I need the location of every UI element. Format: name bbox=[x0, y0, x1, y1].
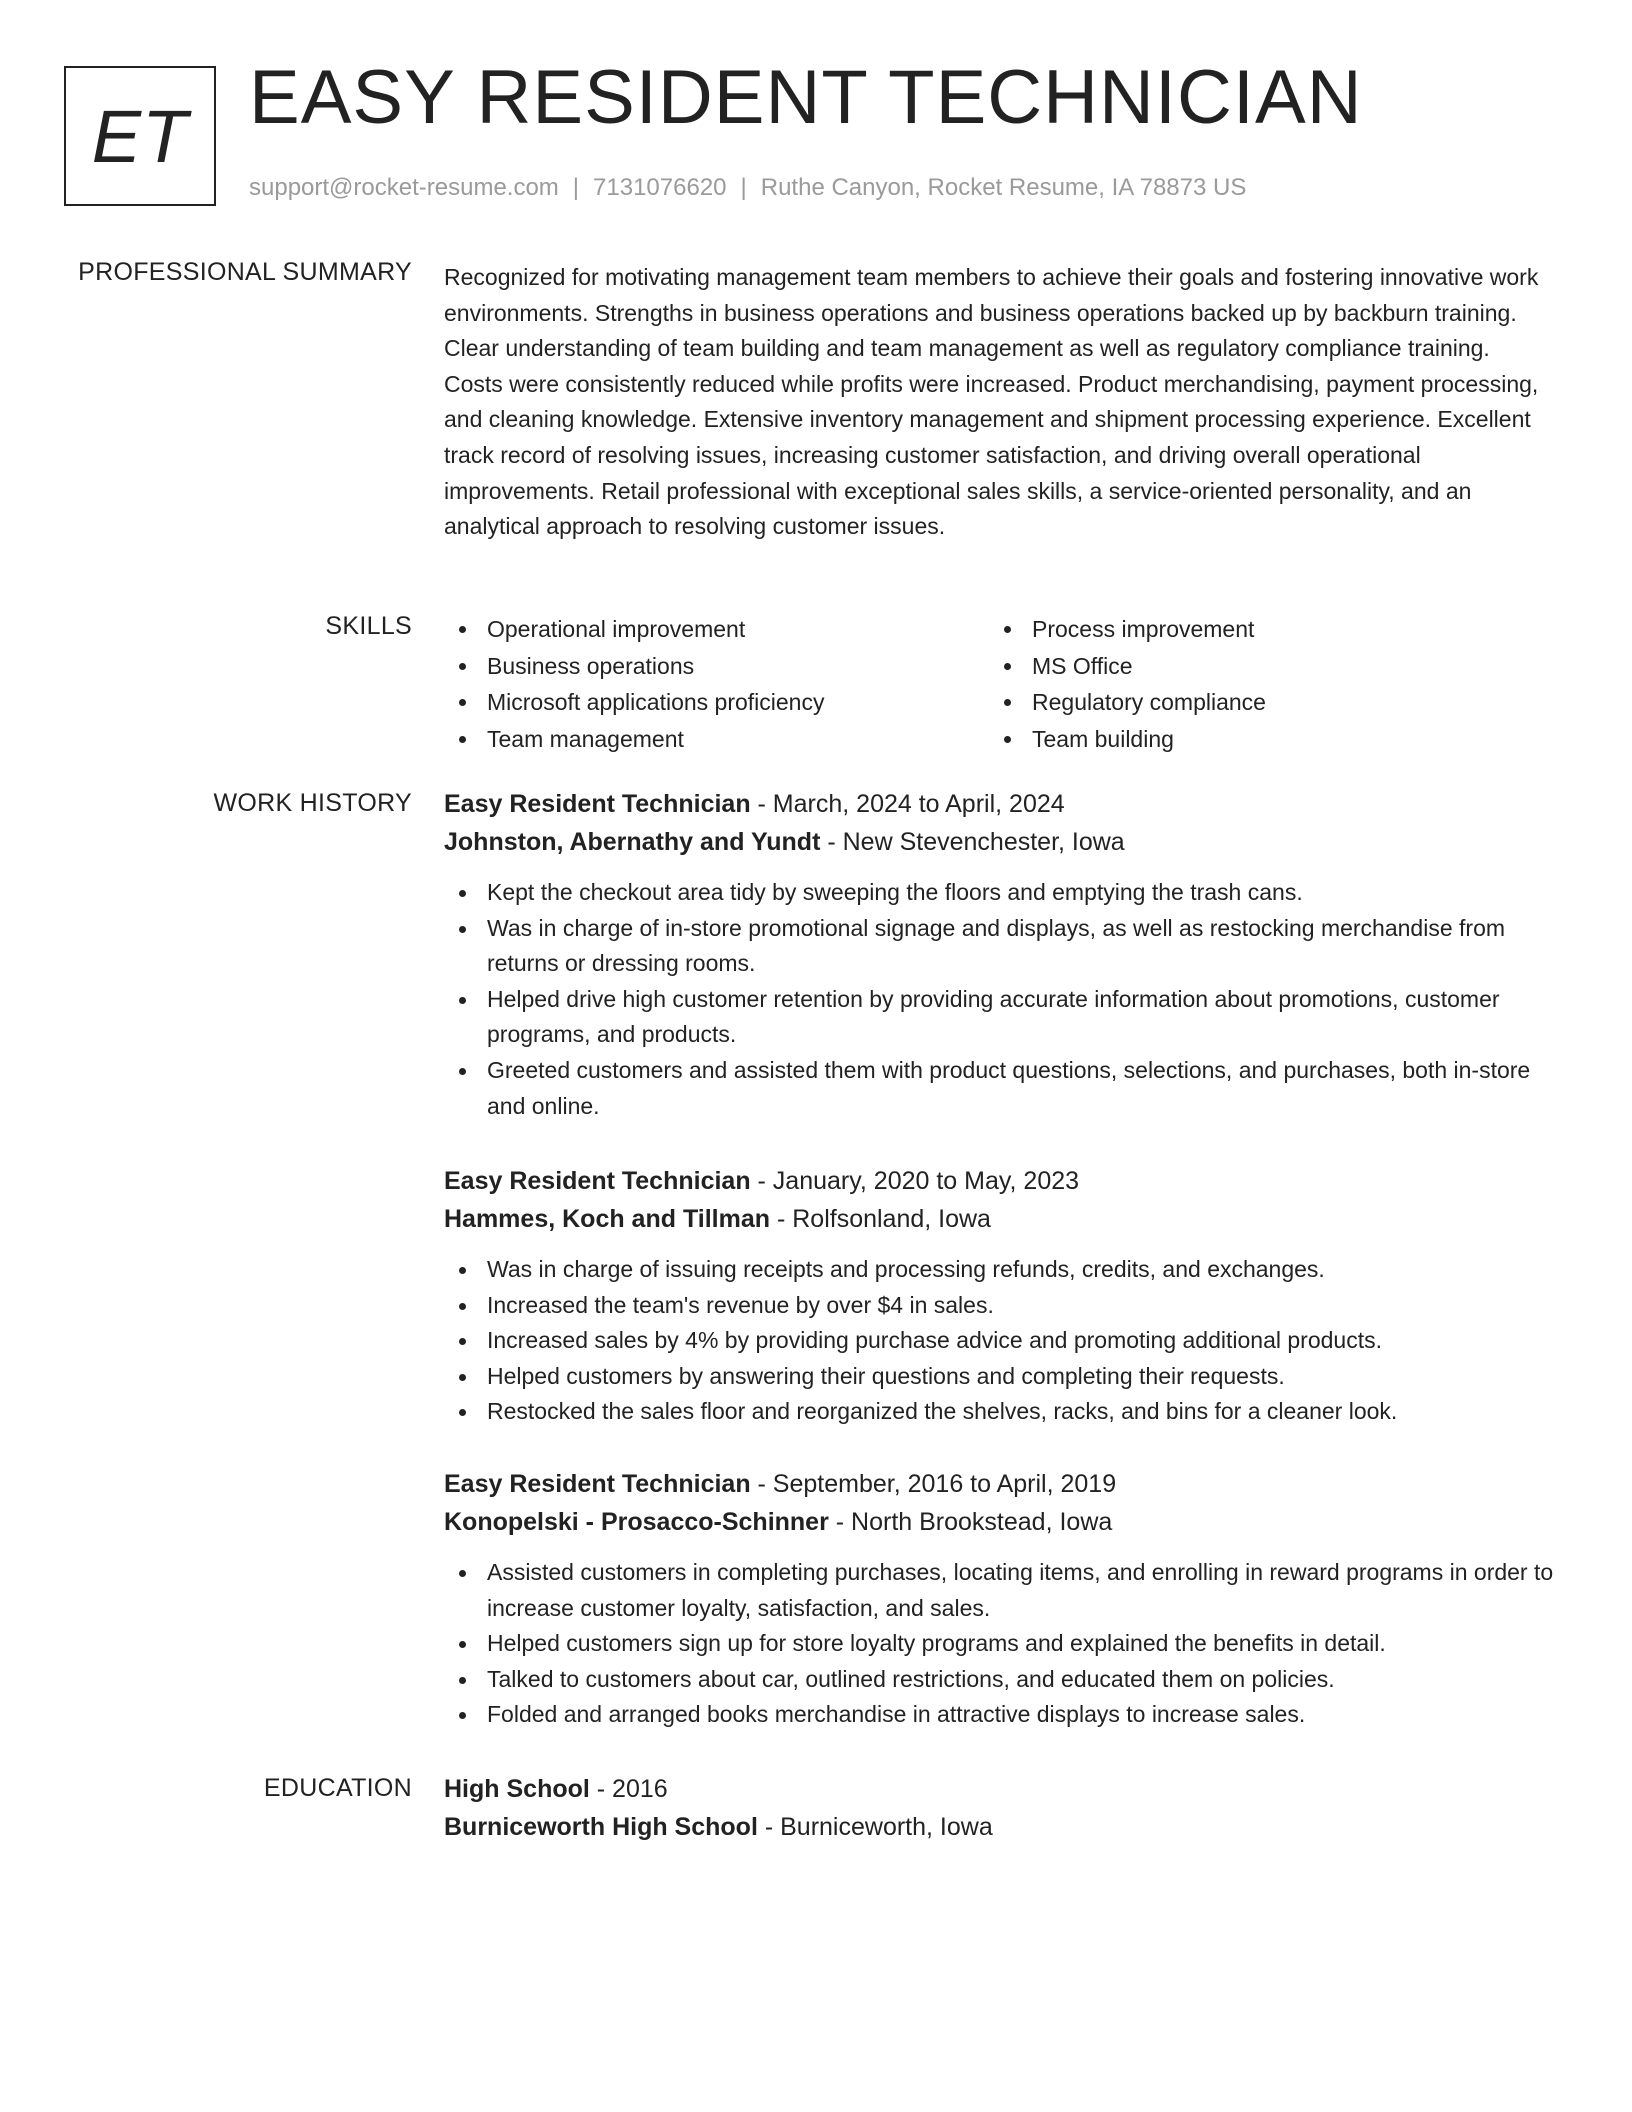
job-title-line bbox=[444, 1465, 1554, 1503]
skill-item: MS Office bbox=[989, 648, 1534, 685]
skill-item: Team management bbox=[444, 721, 989, 758]
summary-text: Recognized for motivating management team members to achieve their goals and fostering innovative work environments. Strengths in business operations and business operations backed up by backburn training. Clear understanding of team building and team management as well as regulatory compliance training. Costs were consistently reduced while profits were increased. Product merchandising, payment processing, and cleaning knowledge. Extensive inventory management and shipment processing experience. Excellent track record of resolving issues, increasing customer satisfaction, and driving overall operational improvements. Retail professional with exceptional sales skills, a service-oriented personality, and an analytical approach to resolving customer issues. bbox=[444, 264, 1539, 540]
job-entry bbox=[444, 1465, 1554, 1733]
job-bullet: Was in charge of issuing receipts and processing refunds, credits, and exchanges. bbox=[444, 1252, 1554, 1288]
initials-monogram: ET bbox=[64, 66, 216, 206]
job-company: Johnston, Abernathy and Yundt bbox=[444, 828, 821, 856]
job-bullet: Was in charge of in-store promotional signage and displays, as well as restocking merchandise from returns or dressing rooms. bbox=[444, 911, 1554, 982]
job-bullets bbox=[444, 1252, 1554, 1430]
job-bullet: Assisted customers in completing purchases, locating items, and enrolling in reward programs in order to increase customer loyalty, satisfaction, and sales. bbox=[444, 1555, 1554, 1626]
job-bullet: Kept the checkout area tidy by sweeping the floors and emptying the trash cans. bbox=[444, 875, 1554, 911]
job-bullet: Greeted customers and assisted them with product questions, selections, and purchases, both in-store and online. bbox=[444, 1053, 1554, 1124]
job-bullet: Talked to customers about car, outlined restrictions, and educated them on policies. bbox=[444, 1662, 1554, 1698]
summary-heading: PROFESSIONAL SUMMARY bbox=[78, 258, 412, 286]
job-bullet: Helped drive high customer retention by providing accurate information about promotions, customer programs, and products. bbox=[444, 982, 1554, 1053]
work-history-heading: WORK HISTORY bbox=[213, 789, 412, 817]
job-bullets bbox=[444, 875, 1554, 1124]
skill-item: Microsoft applications proficiency bbox=[444, 684, 989, 721]
job-title-line bbox=[444, 1162, 1554, 1200]
contact-separator: | bbox=[572, 174, 580, 201]
education-heading: EDUCATION bbox=[263, 1774, 412, 1802]
skill-item: Process improvement bbox=[989, 611, 1534, 648]
contact-phone[interactable]: 7131076620 bbox=[593, 174, 727, 201]
job-title: Easy Resident Technician bbox=[444, 790, 751, 818]
contact-email[interactable]: support@rocket-resume.com bbox=[249, 174, 559, 201]
contact-address: Ruthe Canyon, Rocket Resume, IA 78873 US bbox=[760, 174, 1247, 201]
job-company-line bbox=[444, 823, 1554, 861]
job-location: - New Stevenchester, Iowa bbox=[820, 828, 1125, 856]
job-bullets bbox=[444, 1555, 1554, 1733]
education-degree: High School bbox=[444, 1775, 590, 1803]
job-entry bbox=[444, 1162, 1554, 1430]
job-company-line bbox=[444, 1503, 1554, 1541]
job-dates: - September, 2016 to April, 2019 bbox=[750, 1470, 1117, 1498]
education-location: - Burniceworth, Iowa bbox=[757, 1813, 993, 1841]
job-company: Konopelski - Prosacco-Schinner bbox=[444, 1508, 829, 1536]
skills-heading: SKILLS bbox=[325, 612, 412, 640]
education-year: - 2016 bbox=[589, 1775, 668, 1803]
job-bullet: Folded and arranged books merchandise in attractive displays to increase sales. bbox=[444, 1697, 1554, 1733]
job-title-line bbox=[444, 785, 1554, 823]
job-location: - North Brookstead, Iowa bbox=[828, 1508, 1113, 1536]
job-title: Easy Resident Technician bbox=[444, 1167, 751, 1195]
job-bullet: Restocked the sales floor and reorganized the shelves, racks, and bins for a cleaner look. bbox=[444, 1394, 1554, 1430]
skills-list bbox=[444, 611, 1554, 757]
job-bullet: Helped customers sign up for store loyalty programs and explained the benefits in detail. bbox=[444, 1626, 1554, 1662]
job-location: - Rolfsonland, Iowa bbox=[770, 1205, 991, 1233]
job-bullet: Increased sales by 4% by providing purchase advice and promoting additional products. bbox=[444, 1323, 1554, 1359]
job-dates: - March, 2024 to April, 2024 bbox=[750, 790, 1065, 818]
candidate-name: EASY RESIDENT TECHNICIAN bbox=[249, 55, 1363, 140]
job-dates: - January, 2020 to May, 2023 bbox=[750, 1167, 1080, 1195]
contact-line bbox=[249, 174, 1246, 202]
skill-item: Business operations bbox=[444, 648, 989, 685]
skill-item: Regulatory compliance bbox=[989, 684, 1534, 721]
job-company-line bbox=[444, 1200, 1554, 1238]
job-bullet: Increased the team's revenue by over $4 in sales. bbox=[444, 1288, 1554, 1324]
skill-item: Team building bbox=[989, 721, 1534, 758]
job-bullet: Helped customers by answering their questions and completing their requests. bbox=[444, 1359, 1554, 1395]
job-company: Hammes, Koch and Tillman bbox=[444, 1205, 771, 1233]
education-degree-line bbox=[444, 1770, 1554, 1808]
job-title: Easy Resident Technician bbox=[444, 1470, 751, 1498]
education-school-line bbox=[444, 1808, 1554, 1846]
skill-item: Operational improvement bbox=[444, 611, 989, 648]
contact-separator: | bbox=[740, 174, 747, 201]
job-entry bbox=[444, 785, 1554, 1124]
education-school: Burniceworth High School bbox=[444, 1813, 758, 1841]
